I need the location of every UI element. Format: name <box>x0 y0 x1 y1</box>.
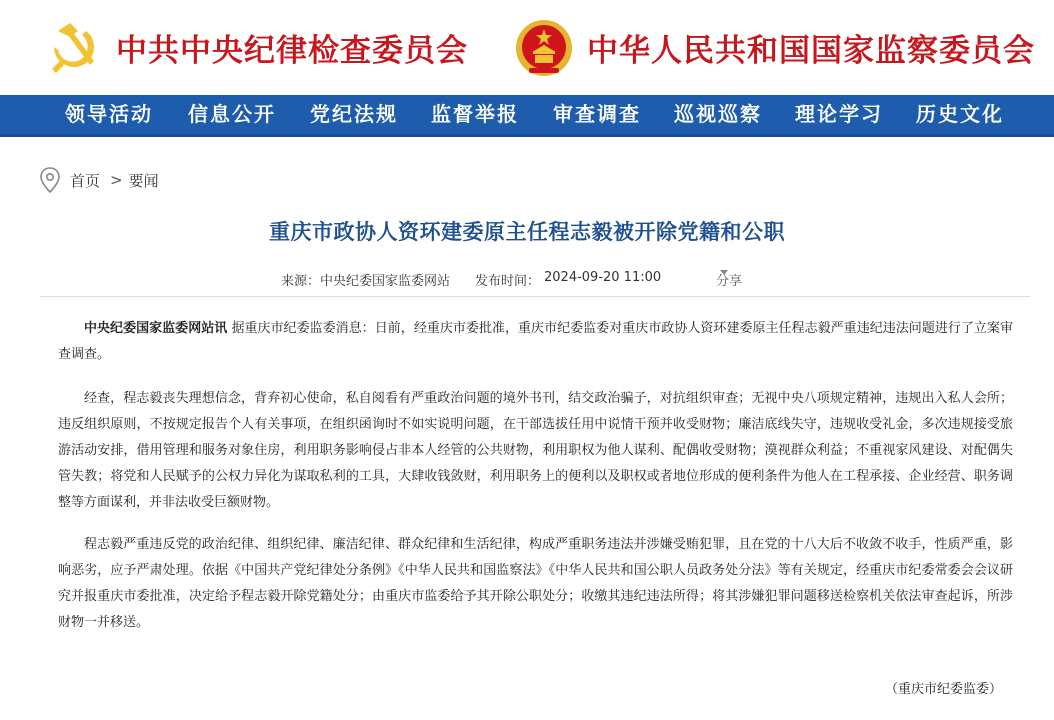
lead-source: 中央纪委国家监委网站讯 <box>84 321 228 336</box>
main-nav <box>0 95 1054 137</box>
nsc-brand[interactable] <box>513 0 1035 95</box>
chevron-down-icon <box>720 270 728 275</box>
breadcrumb-current[interactable]: 要闻 <box>128 171 159 190</box>
divider <box>40 296 1030 297</box>
breadcrumb <box>38 166 159 194</box>
nav-item-report[interactable]: 监督举报 <box>431 102 519 126</box>
lead-text: 据重庆市纪委监委消息：日前，经重庆市委批准，重庆市纪委监委对重庆市政协人资环建委原主任程志毅严重违纪违法问题进行了立案审查调查。 <box>58 321 1013 362</box>
nav-item-theory[interactable]: 理论学习 <box>795 102 883 126</box>
nav-item-info[interactable]: 信息公开 <box>188 102 276 126</box>
paragraph-findings: 经查，程志毅丧失理想信念，背弃初心使命，私自阅看有严重政治问题的境外书刊，结交政治骗子，对抗组织审查；无视中央八项规定精神，违规出入私人会所；违反组织原则，不按规定报告个人有关事项，在组织函询时不如实说明问题，在干部选拔任用中说情干预并收受财物；廉洁底线失守，违规收受礼金，多次违规接受旅游活动安排，借用管理和服务对象住房，利用职务影响侵占非本人经管的公共财物，利用职权为他人谋利、配偶收受财物；漠视群众利益；不重视家风建设、对配偶失管失教；将党和人民赋予的公权力异化为谋取私利的工具，大肆收钱敛财，利用职务上的便利以及职权或者地位形成的便利条件为他人在工程承接、企业经营、职务调整等方面谋利，并非法收受巨额财物。 <box>58 391 1013 510</box>
paragraph-lead <box>58 316 1013 368</box>
article-meta <box>0 270 1054 288</box>
publish-time-label: 发布时间： <box>475 274 541 289</box>
party-emblem-icon <box>40 17 102 79</box>
nav-item-investigation[interactable]: 审查调查 <box>553 102 641 126</box>
source-value: 中央纪委国家监委网站 <box>320 274 451 289</box>
source-label: 来源： <box>281 274 321 289</box>
national-emblem-icon <box>513 17 575 79</box>
article-signature: （重庆市纪委监委） <box>884 682 1002 697</box>
breadcrumb-home[interactable]: 首页 <box>70 171 101 190</box>
nav-item-history[interactable]: 历史文化 <box>916 102 1004 126</box>
article-title: 重庆市政协人资环建委原主任程志毅被开除党籍和公职 <box>269 220 785 244</box>
nav-item-regulations[interactable]: 党纪法规 <box>310 102 398 126</box>
ccdi-brand[interactable] <box>40 0 468 95</box>
publish-time-value: 2024-09-20 11:00 <box>544 270 662 285</box>
breadcrumb-separator: > <box>110 171 123 189</box>
nsc-title: 中华人民共和国国家监察委员会 <box>587 33 1035 69</box>
share-label: 分享 <box>716 274 743 289</box>
nav-item-leadership[interactable]: 领导活动 <box>65 102 153 126</box>
article-body <box>58 316 1013 652</box>
paragraph-decision: 程志毅严重违反党的政治纪律、组织纪律、廉洁纪律、群众纪律和生活纪律，构成严重职务违法并涉嫌受贿犯罪，且在党的十八大后不收敛不收手，性质严重，影响恶劣，应予严肃处理。依据《中国共产党纪律处分条例》《中华人民共和国监察法》《中华人民共和国公职人员政务处分法》等有关规定，经重庆市纪委常委会会议研究并报重庆市委批准，决定给予程志毅开除党籍处分；由重庆市监委给予其开除公职处分；收缴其违纪违法所得；将其涉嫌犯罪问题移送检察机关依法审查起诉，所涉财物一并移送。 <box>58 537 1013 630</box>
site-header <box>0 0 1054 95</box>
nav-item-inspection[interactable]: 巡视巡察 <box>674 102 762 126</box>
ccdi-title: 中共中央纪律检查委员会 <box>116 33 468 69</box>
location-pin-icon <box>38 166 62 194</box>
